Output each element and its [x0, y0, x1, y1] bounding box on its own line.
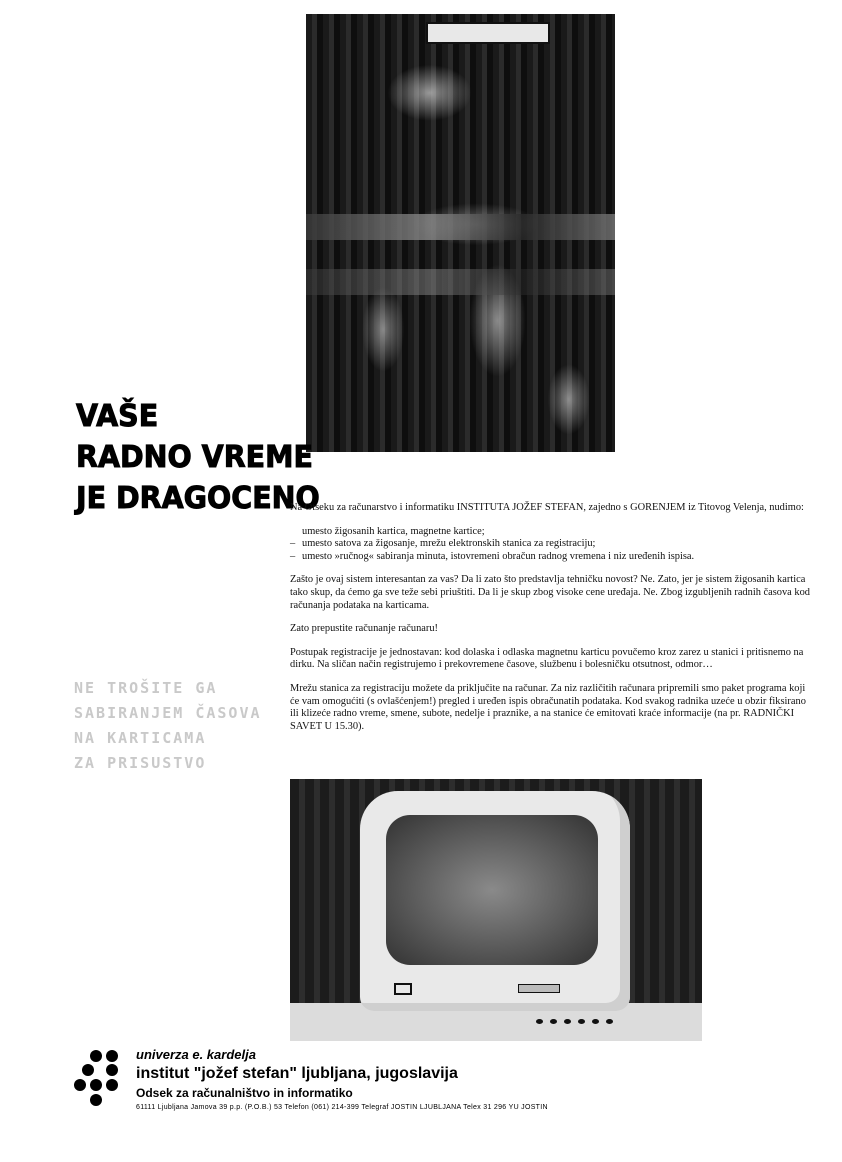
card-slot	[394, 983, 412, 995]
monitor	[360, 791, 630, 1011]
article-paragraph: Zašto je ovaj sistem interesantan za vas? Da li zato što predstavlja tehničku novost? Ne. Zato, jer je sistem žigosanih kartica tako skup, da ćemo ga sve teže sebi priuštiti. Da li je skup zbog visoke cene uređaja. Ne. Zbog izgubljenih radnih časova kod računanja podataka na karticama.	[290, 574, 810, 611]
slogan-line: SABIRANJEM ČASOVA	[74, 704, 262, 722]
contact-address: 61111 Ljubljana Jamova 39 p.p. (P.O.B.) 53 Telefon (061) 214-399 Telegraf JOSTIN LJUBLJANA Telex 31 296 YU JOSTIN	[136, 1104, 548, 1111]
institute-name: institut "jožef stefan" ljubljana, jugoslavija	[136, 1065, 458, 1082]
footer	[136, 1046, 548, 1114]
exhibition-photo	[306, 14, 615, 452]
article-paragraph: Zato prepustite računanje računaru!	[290, 623, 438, 635]
slogan-line: NA KARTICAMA	[74, 729, 207, 747]
headline-line: RADNO VREME	[76, 440, 313, 475]
list-item: – umesto satova za žigosanje, mrežu elektronskih stanica za registraciju;	[290, 538, 596, 550]
article-paragraph: Postupak registracije je jednostavan: kod dolaska i odlaska magnetnu karticu povučemo kroz zarez u stanici i pritisnemo na dirku. Na sličan način registrujemo i prekovremene časove, službenu i bolesničku otsutnost, odmor…	[290, 646, 804, 671]
headline-line: VAŠE	[76, 399, 159, 434]
headline	[76, 396, 320, 519]
slogan	[74, 676, 284, 776]
photo-light-band	[306, 269, 615, 295]
slogan-line: ZA PRISUSTVO	[74, 754, 207, 772]
slogan-line: NE TROŠITE GA	[74, 679, 218, 697]
department-name: Odsek za računalništvo in informatiko	[136, 1086, 353, 1100]
photo-sign-shape	[426, 22, 550, 44]
offer-list	[290, 526, 810, 564]
maker-badge	[518, 984, 560, 993]
university-name: univerza e. kardelja	[136, 1047, 256, 1062]
article-paragraph: Mrežu stanica za registraciju možete da priključite na računar. Za niz različitih računara pripremili smo paket programa koji će vam omogućiti (s ovlašćenjem!) pregled i uređen ispis obračunatih podataka. Kod svakog radnika uzeće u obzir fiksirano ili klizeće radno vreme, smene, subote, nedelje i praznike, a na stanice će emitovati kraće informacije (na pr. RADNIČKI SAVET U 15.30).	[290, 682, 806, 732]
list-item: – umesto »ručnog« sabiranja minuta, istovremeni obračun radnog vremena i niz uređenih ispisa.	[290, 550, 695, 562]
headline-line: JE DRAGOCENO	[76, 481, 320, 516]
terminal-photo	[290, 779, 702, 1041]
key-row	[536, 1011, 620, 1029]
article-intro: Na Otseku za računarstvo i informatiku INSTITUTA JOŽEF STEFAN, zajedno s GORENJEM iz Titovog Velenja, nudimo:	[290, 502, 804, 513]
monitor-screen	[386, 815, 598, 965]
list-item: umesto žigosanih kartica, magnetne kartice;	[302, 525, 485, 537]
institute-logo	[74, 1050, 124, 1110]
article-body	[290, 502, 810, 744]
photo-light-band	[306, 214, 615, 240]
